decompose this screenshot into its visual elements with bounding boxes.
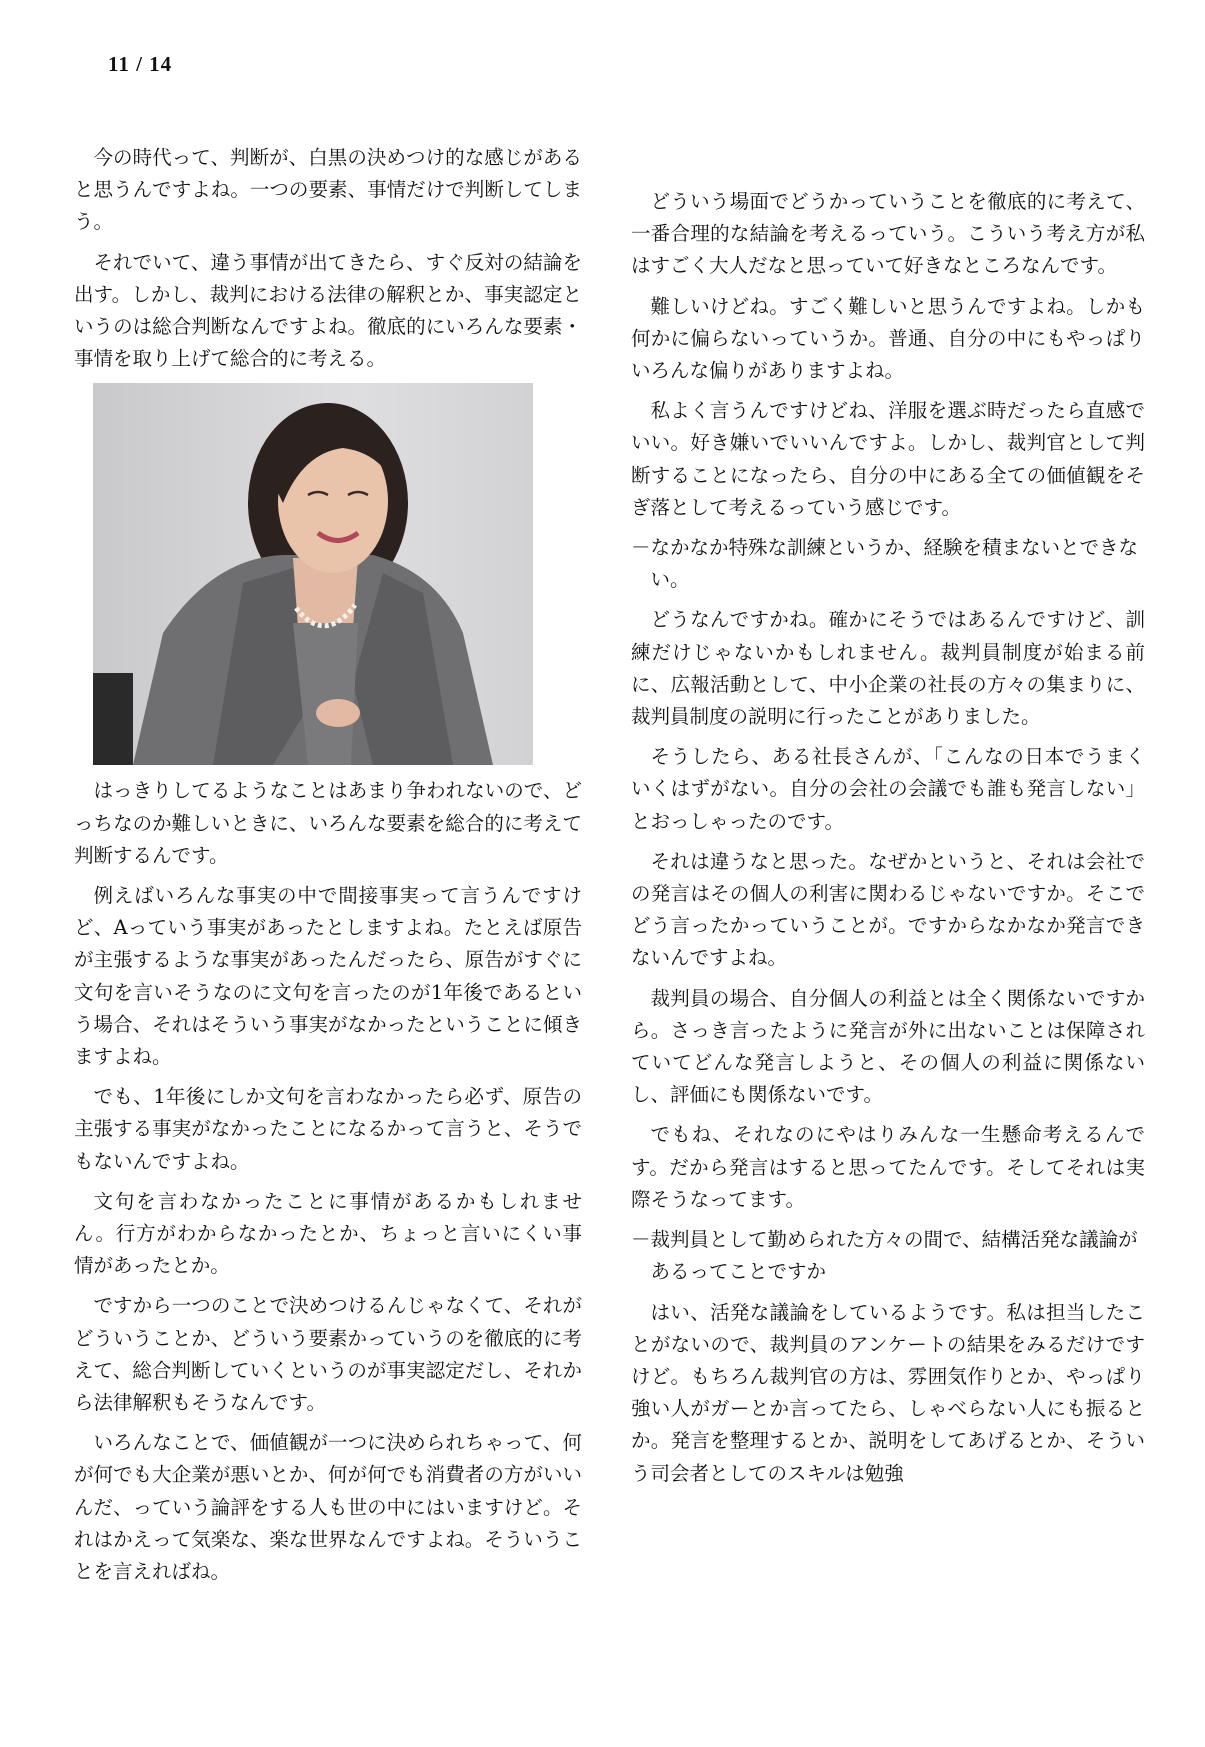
- paragraph: 今の時代って、判断が、白黒の決めつけ的な感じがあると思うんですよね。一つの要素、事情だけで判断してしまう。: [74, 146, 582, 234]
- paragraph: 私よく言うんですけどね、洋服を選ぶ時だったら直感でいい。好き嫌いでいいんですよ。しかし、裁判官として判断することになったら、自分の中にある全ての価値観をそぎ落として考えるっていう感じです。: [631, 399, 1145, 519]
- paragraph: でもね、それなのにやはりみんな一生懸命考えるんです。だから発言はすると思ってたんです。そしてそれは実際そうなってます。: [631, 1123, 1145, 1211]
- paragraph: どうなんですかね。確かにそうではあるんですけど、訓練だけじゃないかもしれません。裁判員制度が始まる前に、広報活動として、中小企業の社長の方々の集まりに、裁判員制度の説明に行ったことがありました。: [631, 608, 1145, 729]
- paragraph: 例えばいろんな事実の中で間接事実って言うんですけど、Aっていう事実があったとしますよね。たとえば原告が主張するような事実があったんだったら、原告がすぐに文句を言いそうなのに文句を言ったのが1年後であるという場合、それはそういう事実がなかったということに傾きますよね。: [74, 884, 582, 1069]
- right-column: [631, 186, 1145, 1498]
- paragraph: 難しいけどね。すごく難しいと思うんですよね。しかも何かに偏らないっていうか。普通、自分の中にもやっぱりいろんな偏りがありますよね。: [631, 294, 1145, 383]
- left-column: [74, 142, 582, 1596]
- interviewer-question: －裁判員として勤められた方々の間で、結構活発な議論があるってことですか: [631, 1228, 1138, 1284]
- paragraph: でも、1年後にしか文句を言わなかったら必ず、原告の主張する事実がなかったことになるかって言うと、そうでもないんですよね。: [74, 1085, 582, 1173]
- paragraph: ですから一つのことで決めつけるんじゃなくて、それがどういうことか、どういう要素かっていうのを徹底的に考えて、総合判断していくというのが事実認定だし、それから法律解釈もそうなんです。: [74, 1294, 582, 1415]
- paragraph: それでいて、違う事情が出てきたら、すぐ反対の結論を出す。しかし、裁判における法律の解釈とか、事実認定というのは総合判断なんですよね。徹底的にいろんな要素・事情を取り上げて総合的に考える。: [74, 250, 582, 371]
- portrait-illustration: [93, 383, 533, 765]
- interviewer-question: －なかなか特殊な訓練というか、経験を積まないとできない。: [631, 536, 1139, 592]
- paragraph: どういう場面でどうかっていうことを徹底的に考えて、一番合理的な結論を考えるっていう。こういう考え方が私はすごく大人だなと思っていて好きなところなんです。: [631, 190, 1145, 278]
- paragraph: そうしたら、ある社長さんが、「こんなの日本でうまくいくはずがない。自分の会社の会議でも誰も発言しない」とおっしゃったのです。: [631, 745, 1145, 833]
- paragraph: はい、活発な議論をしているようです。私は担当したことがないので、裁判員のアンケートの結果をみるだけですけど。もちろん裁判官の方は、雰囲気作りとか、やっぱり強い人がガーとか言ってたら、しゃべらない人にも振るとか。発言を整理するとか、説明をしてあげるとか、そういう司会者としてのスキルは勉強: [631, 1300, 1145, 1485]
- paragraph: はっきりしてるようなことはあまり争われないので、どっちなのか難しいときに、いろんな要素を総合的に考えて判断するんです。: [74, 779, 582, 867]
- page-number: 11 / 14: [108, 52, 173, 76]
- interview-photo: [93, 383, 533, 765]
- paragraph: いろんなことで、価値観が一つに決められちゃって、何が何でも大企業が悪いとか、何が何でも消費者の方がいいんだ、っていう論評をする人も世の中にはいますけど。それはかえって気楽な、楽な世界なんですよね。そういうことを言えればね。: [74, 1431, 582, 1584]
- paragraph: 裁判員の場合、自分個人の利益とは全く関係ないですから。さっき言ったように発言が外に出ないことは保障されていてどんな発言しようと、その個人の利益に関係ないし、評価にも関係ないです。: [631, 986, 1145, 1107]
- paragraph: 文句を言わなかったことに事情があるかもしれません。行方がわからなかったとか、ちょっと言いにくい事情があったとか。: [74, 1189, 582, 1278]
- paragraph: それは違うなと思った。なぜかというと、それは会社での発言はその個人の利害に関わるじゃないですか。そこでどう言ったかっていうことが。ですからなかなか発言できないんですよね。: [631, 849, 1145, 970]
